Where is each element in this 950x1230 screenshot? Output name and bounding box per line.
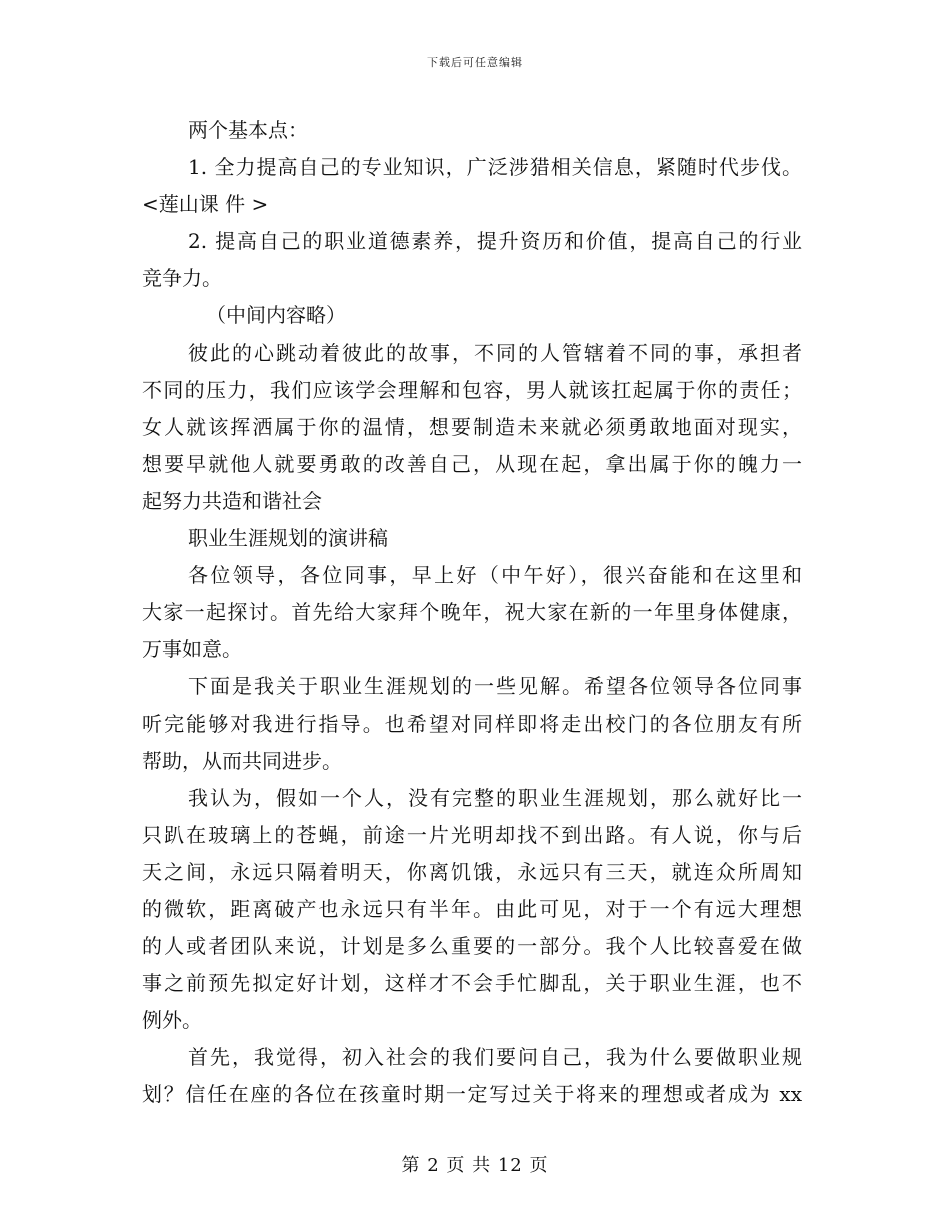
text-line: 大家一起探讨。首先给大家拜个晚年，祝大家在新的一年里身体健康， xyxy=(142,600,802,625)
text-line: 2. 提高自己的职业道德素养，提升资历和价值，提高自己的行业 xyxy=(188,229,802,254)
text-line: 竞争力。 xyxy=(142,266,222,291)
text-line: <莲山课 件 > xyxy=(142,192,269,217)
text-line: 下面是我关于职业生涯规划的一些见解。希望各位领导各位同事 xyxy=(188,674,802,699)
text-line: 划？信任在座的各位在孩童时期一定写过关于将来的理想或者成为 xx xyxy=(142,1082,802,1107)
text-line: 两个基本点： xyxy=(188,118,308,142)
text-line: 的人或者团队来说，计划是多么重要的一部分。我个人比较喜爱在做 xyxy=(142,934,802,959)
text-line: 万事如意。 xyxy=(142,637,242,662)
page-header: 下载后可任意编辑 xyxy=(427,56,523,69)
text-line: 只趴在玻璃上的苍蝇，前途一片光明却找不到出路。有人说，你与后 xyxy=(142,822,802,847)
page-number-footer: 第 2 页 共 12 页 xyxy=(401,1155,549,1176)
text-line: 职业生涯规划的演讲稿 xyxy=(188,526,388,551)
text-line: 听完能够对我进行指导。也希望对同样即将走出校门的各位朋友有所 xyxy=(142,711,802,736)
text-line: 我认为，假如一个人，没有完整的职业生涯规划，那么就好比一 xyxy=(188,785,802,810)
text-line: 女人就该挥洒属于你的温情，想要制造未来就必须勇敢地面对现实， xyxy=(142,414,802,439)
text-line: 想要早就他人就要勇敢的改善自己，从现在起，拿出属于你的魄力一 xyxy=(142,451,802,476)
text-line: 的微软，距离破产也永远只有半年。由此可见，对于一个有远大理想 xyxy=(142,896,802,921)
text-line: 首先，我觉得，初入社会的我们要问自己，我为什么要做职业规 xyxy=(188,1045,802,1070)
text-line: 不同的压力，我们应该学会理解和包容，男人就该扛起属于你的责任； xyxy=(142,377,802,402)
text-line: 彼此的心跳动着彼此的故事，不同的人管辖着不同的事，承担者 xyxy=(188,340,802,365)
text-line: 事之前预先拟定好计划，这样才不会手忙脚乱，关于职业生涯，也不 xyxy=(142,971,802,996)
text-line: 各位领导，各位同事，早上好（中午好），很兴奋能和在这里和 xyxy=(188,563,802,588)
text-line: 天之间，永远只隔着明天，你离饥饿，永远只有三天，就连众所周知 xyxy=(142,859,802,884)
text-line: 1. 全力提高自己的专业知识，广泛涉猎相关信息，紧随时代步伐。 xyxy=(188,155,802,180)
document-body xyxy=(142,112,802,1114)
text-line: 帮助，从而共同进步。 xyxy=(142,748,342,773)
text-line: （中间内容略） xyxy=(206,303,346,328)
text-line: 起努力共造和谐社会 xyxy=(142,488,322,513)
text-line: 例外。 xyxy=(142,1008,202,1033)
